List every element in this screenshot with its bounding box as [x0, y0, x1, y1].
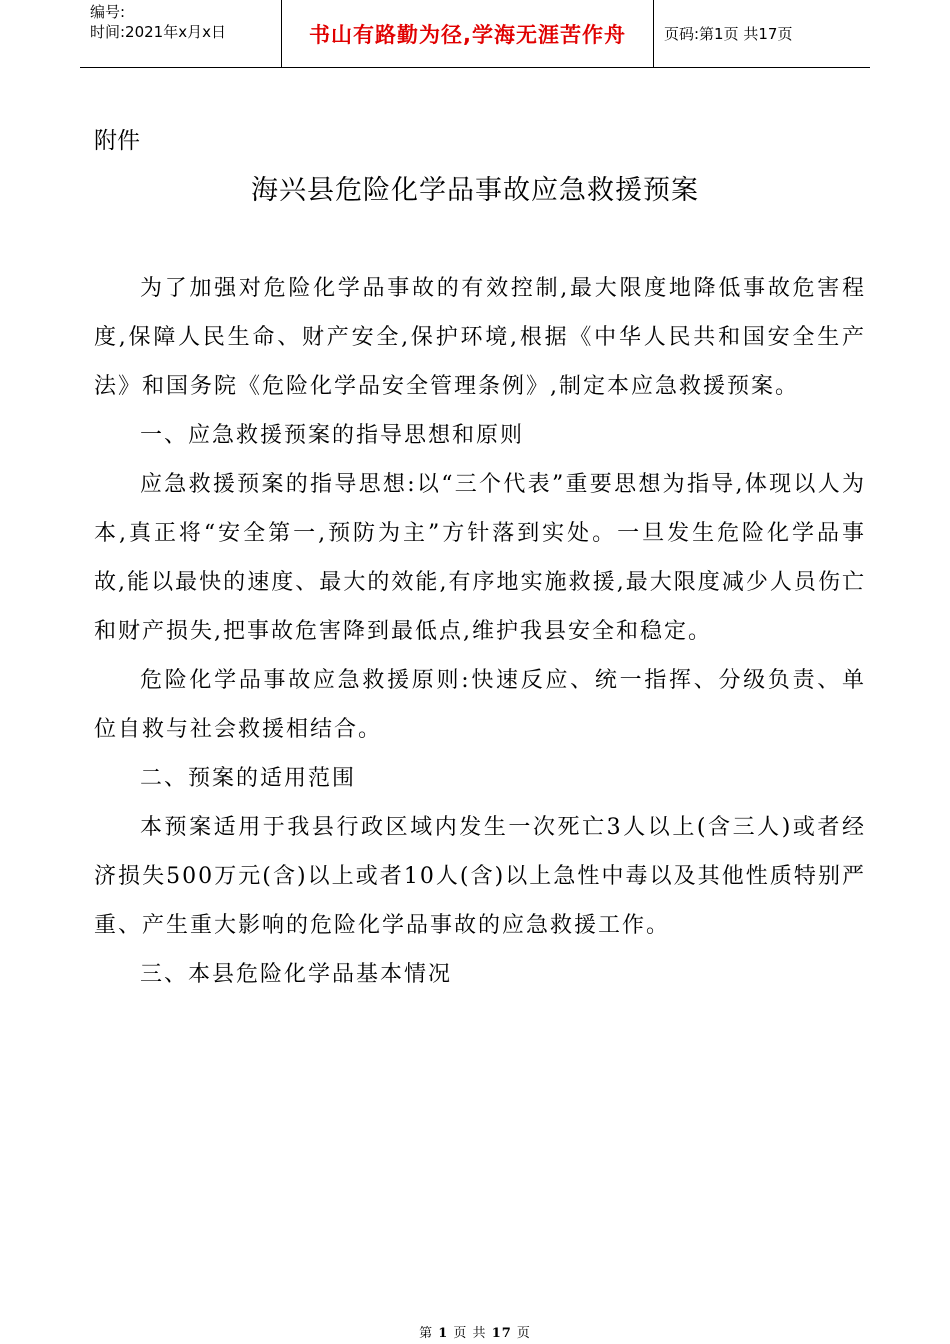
header-meta — [80, 0, 282, 67]
document-body — [94, 264, 866, 999]
footer-middle: 页 共 — [453, 1326, 487, 1341]
header-motto: 书山有路勤为径,学海无涯苦作舟 — [282, 0, 654, 67]
document-number-label: 编号: — [90, 3, 126, 21]
section-heading-1: 一、应急救援预案的指导思想和原则 — [140, 423, 525, 448]
document-title: 海兴县危险化学品事故应急救援预案 — [251, 175, 699, 206]
paragraph-principles: 危险化学品事故应急救援原则:快速反应、统一指挥、分级负责、单位自救与社会救援相结合。 — [94, 668, 866, 742]
footer-total-pages: 17 — [491, 1326, 512, 1341]
document-time-label: 时间:2021年x月x日 — [90, 23, 226, 41]
page-footer — [0, 1322, 950, 1341]
paragraph-intro: 为了加强对危险化学品事故的有效控制,最大限度地降低事故危害程度,保障人民生命、财产安全,保护环境,根据《中华人民共和国安全生产法》和国务院《危险化学品安全管理条例》,制定本应急救援预案。 — [94, 276, 866, 399]
footer-suffix: 页 — [516, 1326, 531, 1341]
footer-prefix: 第 — [419, 1326, 434, 1341]
footer-current-page: 1 — [438, 1326, 449, 1341]
paragraph-guiding-thought: 应急救援预案的指导思想:以“三个代表”重要思想为指导,体现以人为本,真正将“安全第一,预防为主”方针落到实处。一旦发生危险化学品事故,能以最快的速度、最大的效能,有序地实施救援,最大限度减少人员伤亡和财产损失,把事故危害降到最低点,维护我县安全和稳定。 — [94, 472, 866, 644]
header-page-info: 页码:第1页 共17页 — [664, 25, 793, 43]
page-header — [80, 0, 870, 68]
attachment-label: 附件 — [94, 128, 140, 154]
section-heading-2: 二、预案的适用范围 — [140, 766, 357, 791]
paragraph-scope: 本预案适用于我县行政区域内发生一次死亡3人以上(含三人)或者经济损失500万元(含)以上或者10人(含)以上急性中毒以及其他性质特别严重、产生重大影响的危险化学品事故的应急救援工作。 — [94, 815, 866, 938]
section-heading-3: 三、本县危险化学品基本情况 — [140, 962, 453, 987]
